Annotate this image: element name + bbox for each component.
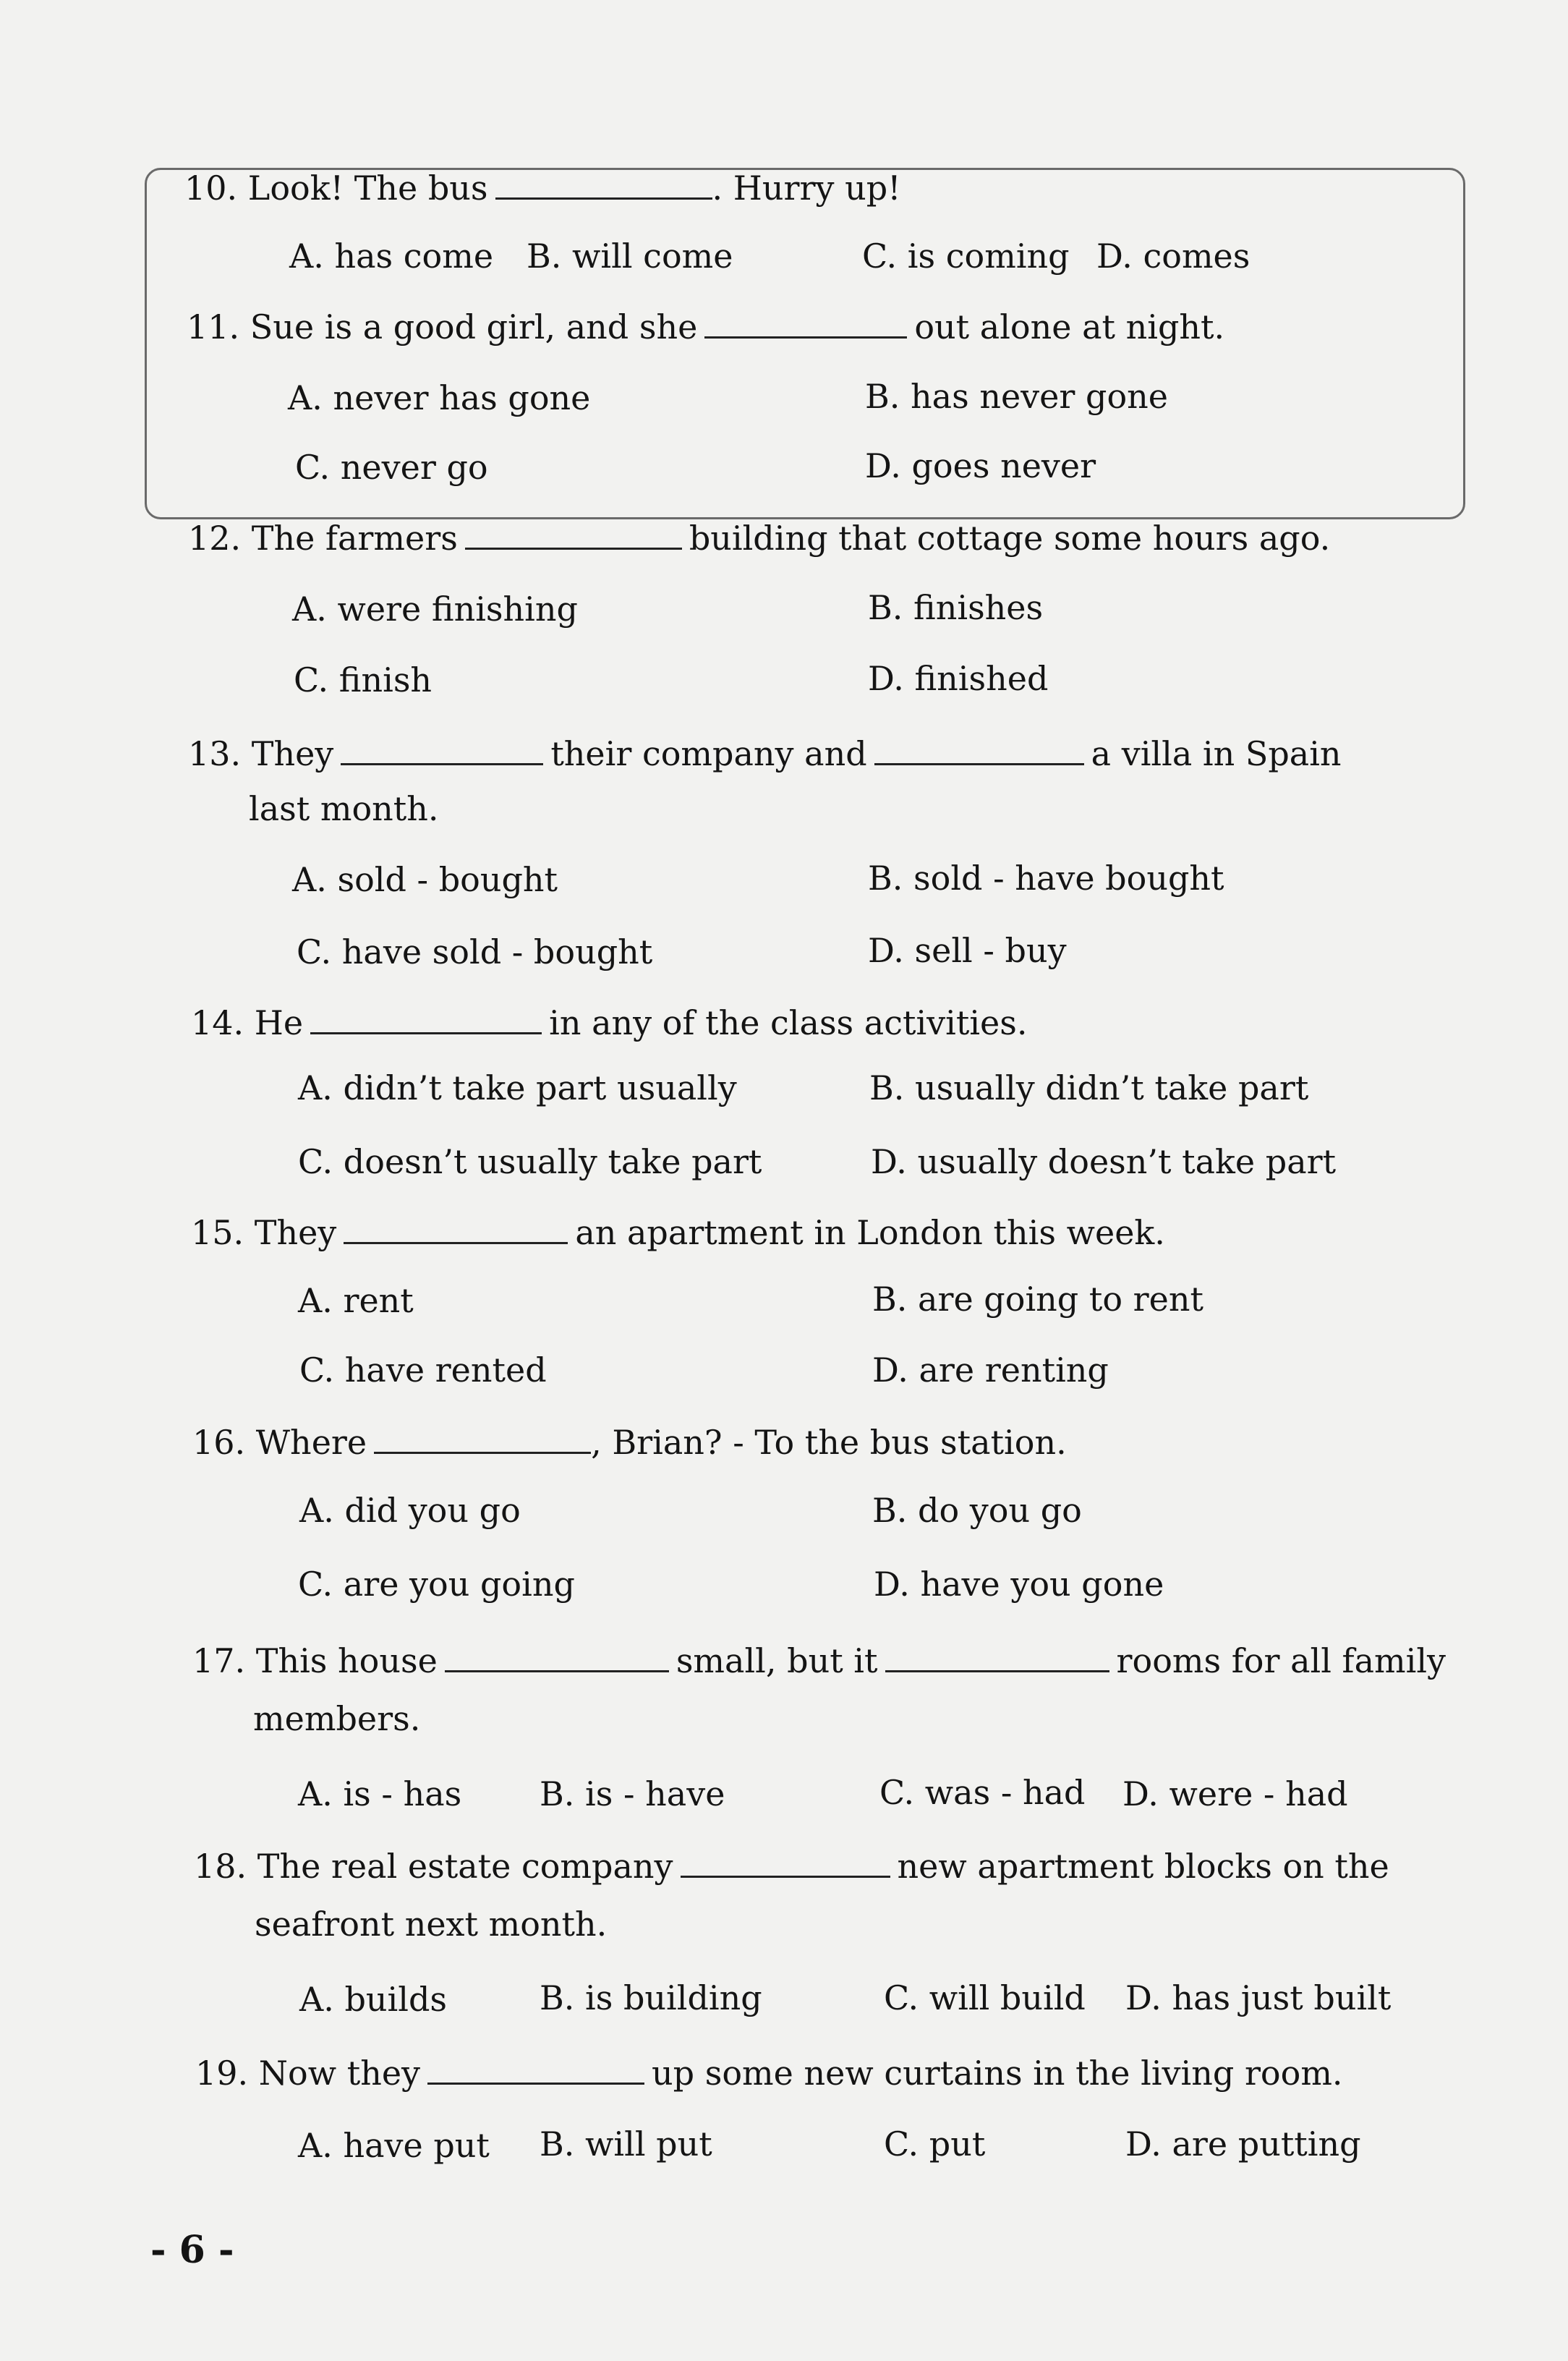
answer-blank[interactable] <box>704 307 907 339</box>
answer-blank[interactable] <box>344 1213 568 1244</box>
option-c[interactable]: C. will build <box>884 1978 1086 2017</box>
option-a[interactable]: A. did you go <box>299 1491 521 1530</box>
question-12: 12. The farmers building that cottage some hours ago. <box>188 519 1331 558</box>
option-a[interactable]: A. rent <box>298 1281 414 1320</box>
option-d[interactable]: D. are putting <box>1125 2124 1361 2164</box>
option-b[interactable]: B. will put <box>540 2124 712 2164</box>
question-18-continuation: seafront next month. <box>255 1905 608 1944</box>
page-number: - 6 - <box>150 2228 234 2272</box>
answer-blank[interactable] <box>341 734 543 765</box>
question-17-continuation: members. <box>253 1699 421 1738</box>
question-18: 18. The real estate company new apartment blocks on the <box>194 1847 1389 1886</box>
answer-blank[interactable] <box>874 734 1084 765</box>
answer-blank[interactable] <box>374 1423 591 1454</box>
option-a[interactable]: A. were finishing <box>292 590 578 629</box>
option-a[interactable]: A. have put <box>298 2126 490 2165</box>
answer-blank[interactable] <box>681 1847 890 1878</box>
question-13-continuation: last month. <box>249 789 439 828</box>
option-d[interactable]: D. sell - buy <box>868 931 1067 970</box>
option-b[interactable]: B. finishes <box>868 588 1044 627</box>
option-d[interactable]: D. comes <box>1096 237 1250 276</box>
option-b[interactable]: B. will come <box>527 237 733 276</box>
option-b[interactable]: B. do you go <box>872 1491 1082 1530</box>
option-c[interactable]: C. have rented <box>299 1350 547 1390</box>
option-b[interactable]: B. has never gone <box>865 377 1168 416</box>
question-17: 17. This house small, but it rooms for all family <box>192 1641 1446 1680</box>
option-c[interactable]: C. never go <box>295 448 488 487</box>
option-d[interactable]: D. usually doesn’t take part <box>871 1142 1337 1181</box>
option-b[interactable]: B. usually didn’t take part <box>869 1068 1309 1107</box>
option-d[interactable]: D. were - had <box>1122 1774 1348 1813</box>
option-d[interactable]: D. have you gone <box>874 1565 1164 1604</box>
question-16: 16. Where , Brian? - To the bus station. <box>192 1423 1067 1462</box>
answer-blank[interactable] <box>427 2054 644 2085</box>
option-a[interactable]: A. sold - bought <box>292 860 558 899</box>
option-d[interactable]: D. has just built <box>1125 1978 1392 2017</box>
question-10: 10. Look! The bus . Hurry up! <box>184 169 901 208</box>
option-b[interactable]: B. sold - have bought <box>868 859 1224 898</box>
question-13: 13. They their company and a villa in Spain <box>188 734 1342 773</box>
option-a[interactable]: A. is - has <box>298 1774 462 1813</box>
option-d[interactable]: D. are renting <box>872 1350 1109 1390</box>
option-c[interactable]: C. was - had <box>879 1773 1086 1812</box>
option-c[interactable]: C. doesn’t usually take part <box>298 1142 762 1181</box>
option-c[interactable]: C. are you going <box>298 1565 575 1604</box>
question-15: 15. They an apartment in London this week. <box>191 1213 1165 1252</box>
option-b[interactable]: B. is building <box>540 1978 762 2017</box>
question-14: 14. He in any of the class activities. <box>191 1003 1028 1042</box>
option-a[interactable]: A. never has gone <box>288 378 591 417</box>
option-a[interactable]: A. didn’t take part usually <box>298 1068 737 1107</box>
option-c[interactable]: C. finish <box>294 660 433 699</box>
answer-blank[interactable] <box>445 1641 669 1672</box>
option-a[interactable]: A. has come <box>289 237 494 276</box>
answer-blank[interactable] <box>885 1641 1109 1672</box>
option-d[interactable]: D. goes never <box>865 446 1096 485</box>
option-c[interactable]: C. is coming <box>862 237 1070 276</box>
option-d[interactable]: D. finished <box>868 659 1049 698</box>
answer-blank[interactable] <box>465 519 682 550</box>
option-c[interactable]: C. put <box>884 2124 986 2164</box>
option-c[interactable]: C. have sold - bought <box>297 932 653 971</box>
option-b[interactable]: B. is - have <box>540 1774 725 1813</box>
option-b[interactable]: B. are going to rent <box>872 1280 1203 1319</box>
question-11: 11. Sue is a good girl, and she out alone at night. <box>187 307 1225 346</box>
question-19: 19. Now they up some new curtains in the living room. <box>195 2054 1343 2093</box>
answer-blank[interactable] <box>495 169 712 200</box>
option-a[interactable]: A. builds <box>299 1980 448 2019</box>
answer-blank[interactable] <box>310 1003 542 1034</box>
